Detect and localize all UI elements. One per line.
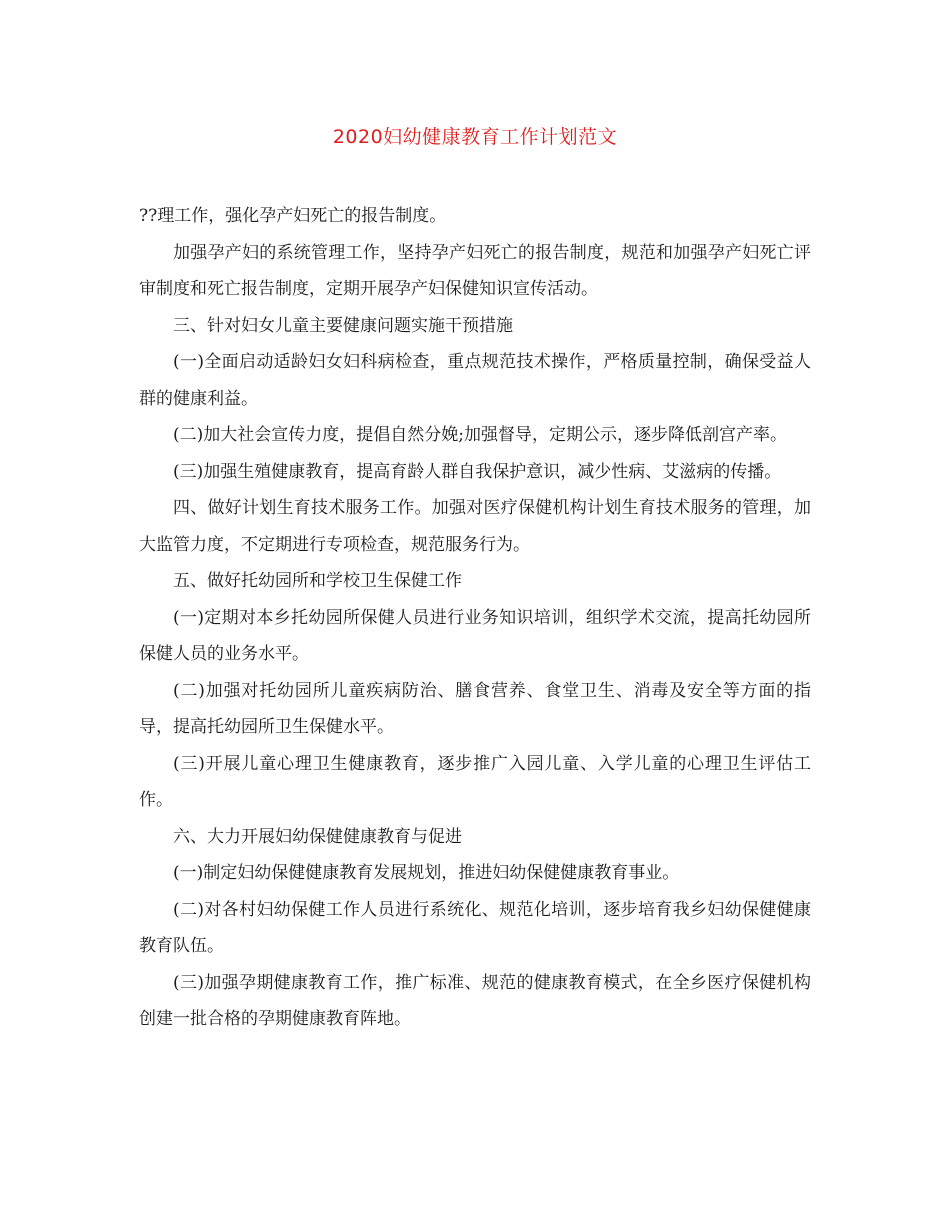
paragraph: (三)加强生殖健康教育，提高育龄人群自我保护意识，减少性病、艾滋病的传播。 [173,461,782,482]
paragraph: (一)制定妇幼保健健康教育发展规划，推进妇幼保健健康教育事业。 [173,863,680,883]
paragraph: (二)加大社会宣传力度，提倡自然分娩;加强督导，定期公示，逐步降低剖宫产率。 [173,425,787,445]
document-body [139,198,811,1038]
paragraph: (三)加强孕期健康教育工作，推广标准、规范的健康教育模式，在全乡医疗保健机构创建一批合格的孕期健康教育阵地。 [139,972,811,1029]
section-heading: 六、大力开展妇幼保健健康教育与促进 [173,826,462,847]
paragraph: 加强孕产妇的系统管理工作，坚持孕产妇死亡的报告制度，规范和加强孕产妇死亡评审制度和死亡报告制度，定期开展孕产妇保健知识宣传活动。 [139,242,811,299]
paragraph: (二)对各村妇幼保健工作人员进行系统化、规范化培训，逐步培育我乡妇幼保健健康教育队伍。 [139,899,811,956]
document-title: 2020妇幼健康教育工作计划范文 [332,126,618,148]
section-heading: 四、做好计划生育技术服务工作。加强对医疗保健机构计划生育技术服务的管理，加大监管力度，不定期进行专项检查，规范服务行为。 [139,498,811,555]
paragraph: (一)全面启动适龄妇女妇科病检查，重点规范技术操作，严格质量控制，确保受益人群的健康利益。 [139,352,811,409]
paragraph: (三)开展儿童心理卫生健康教育，逐步推广入园儿童、入学儿童的心理卫生评估工作。 [139,753,811,810]
paragraph: ??理工作，强化孕产妇死亡的报告制度。 [139,206,447,226]
section-heading: 五、做好托幼园所和学校卫生保健工作 [173,571,462,591]
section-heading: 三、针对妇女儿童主要健康问题实施干预措施 [173,315,513,336]
paragraph: (二)加强对托幼园所儿童疾病防治、膳食营养、食堂卫生、消毒及安全等方面的指导，提高托幼园所卫生保健水平。 [139,680,811,737]
paragraph: (一)定期对本乡托幼园所保健人员进行业务知识培训，组织学术交流，提高托幼园所保健人员的业务水平。 [139,607,811,664]
